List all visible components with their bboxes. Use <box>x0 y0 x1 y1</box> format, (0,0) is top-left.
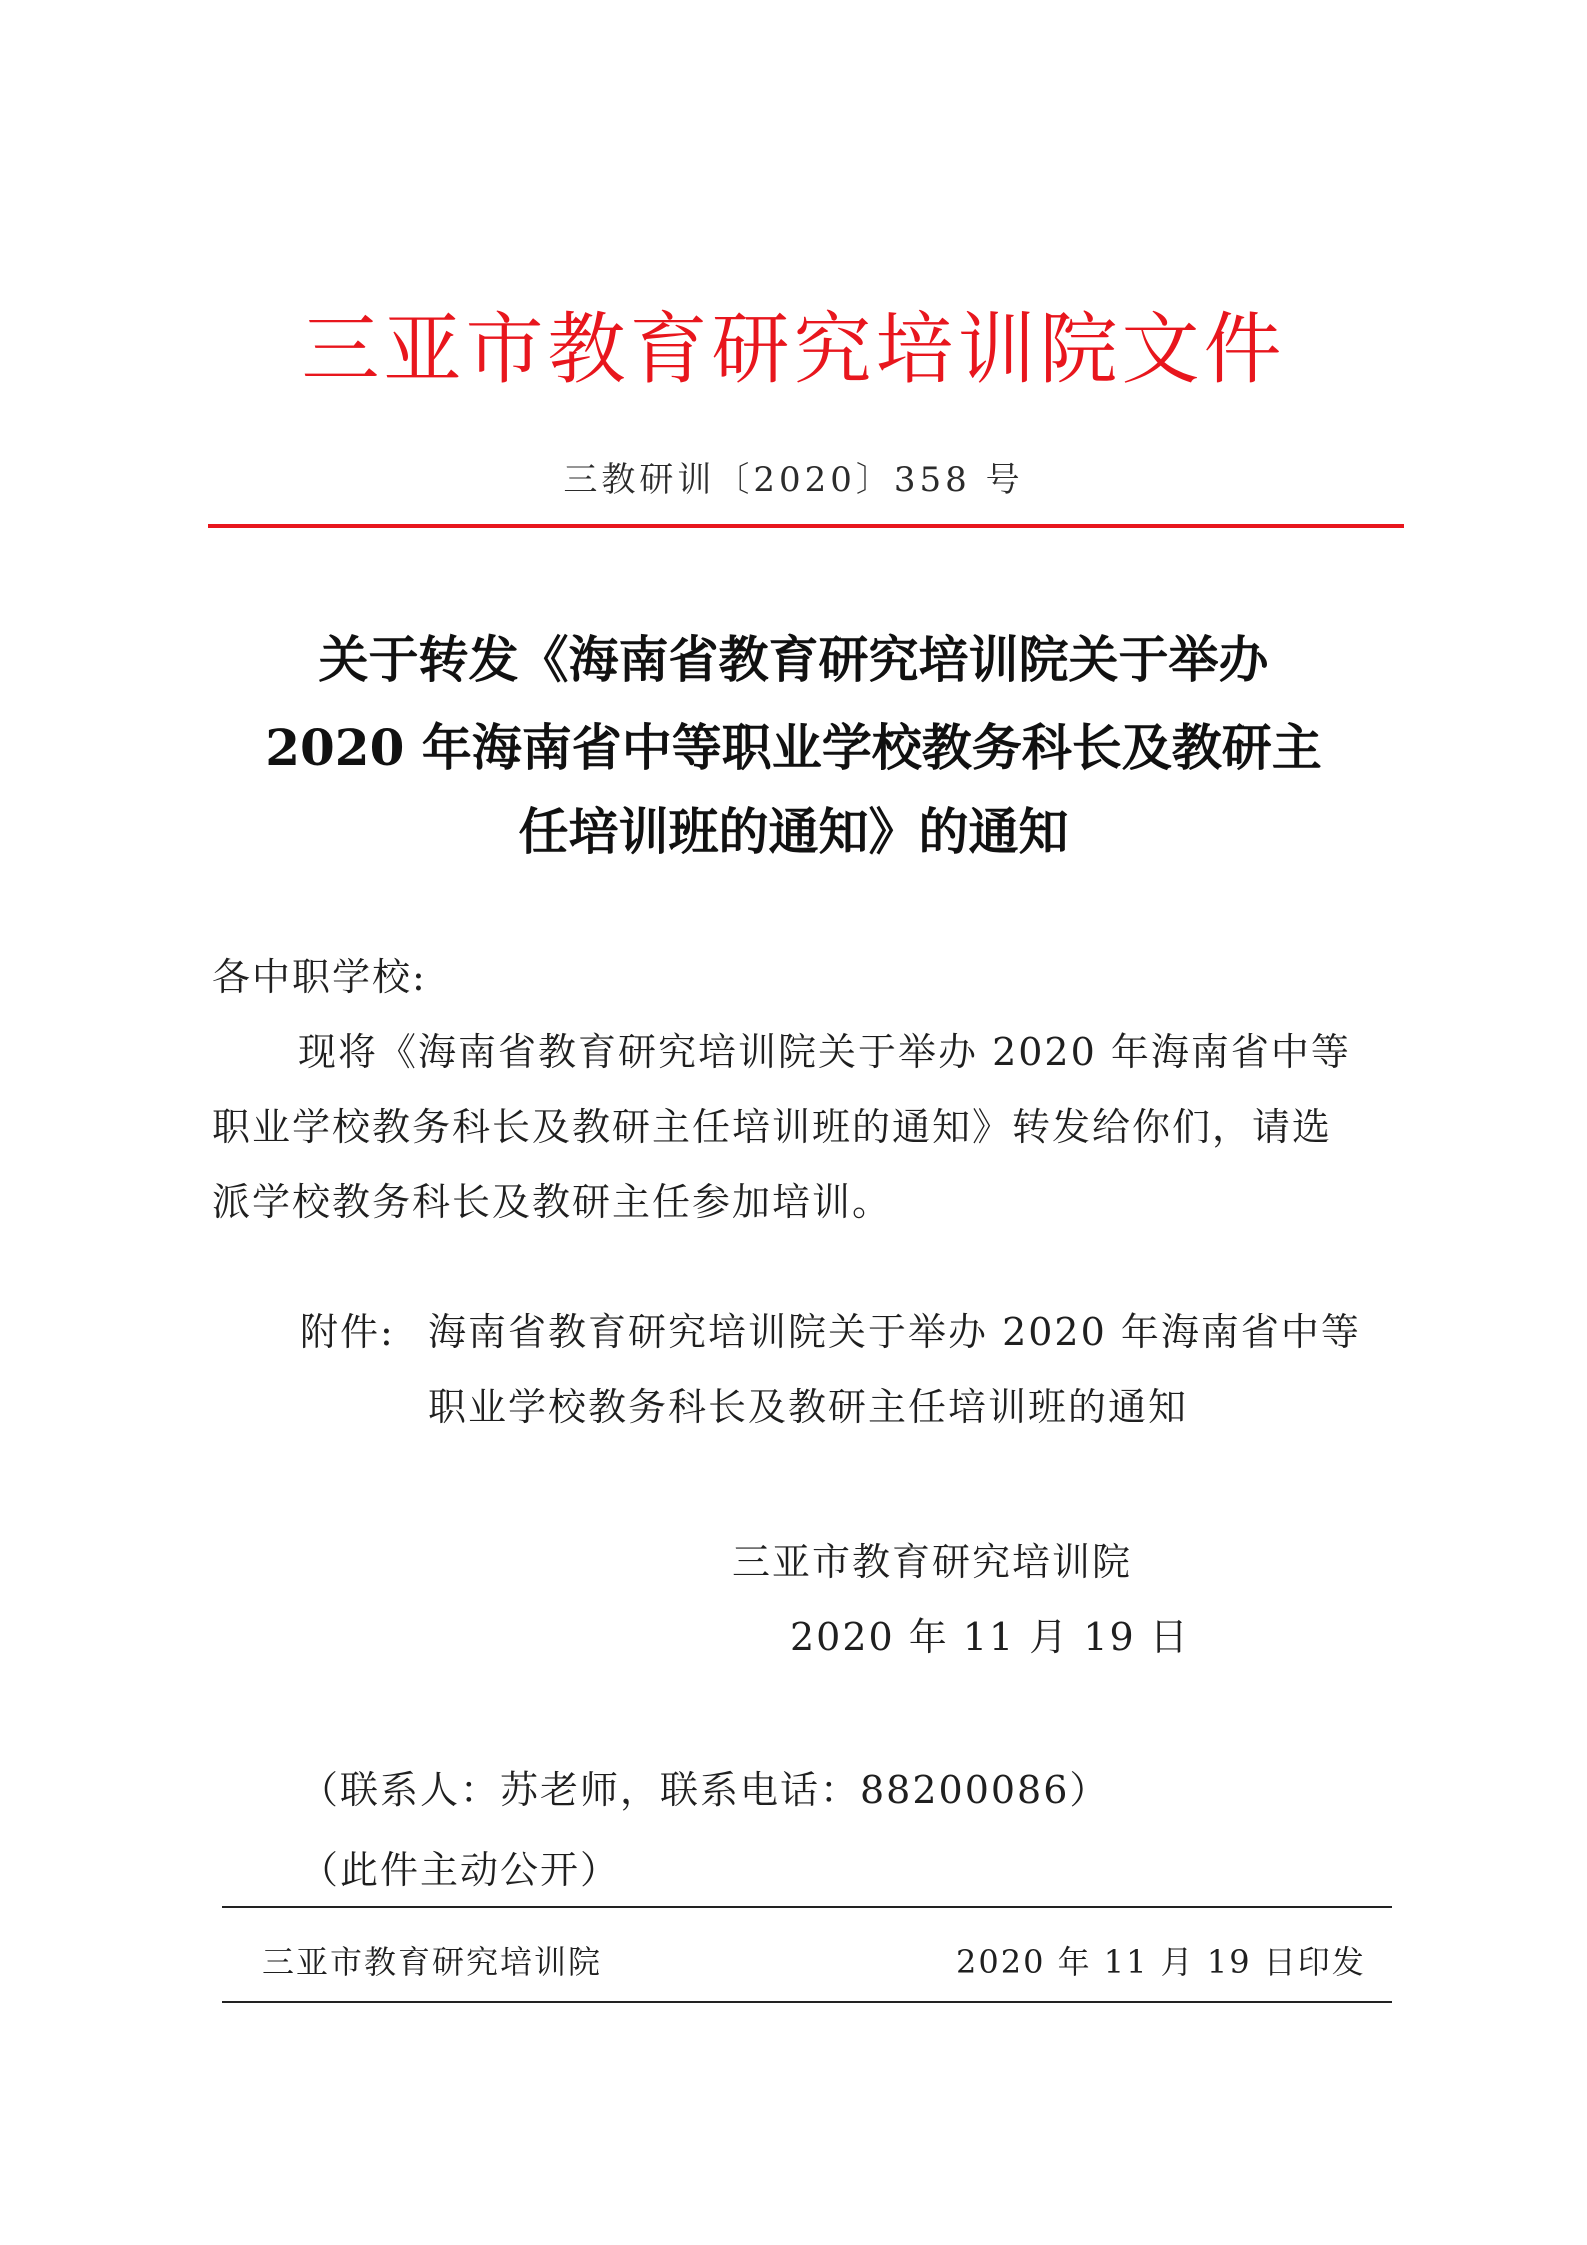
attachment-label: 附件: <box>300 1310 395 1354</box>
footer-top-rule <box>222 1906 1392 1908</box>
document-number: 三教研训〔2020〕358 号 <box>563 460 1024 500</box>
footer-issuer: 三亚市教育研究培训院 <box>262 1943 603 1981</box>
signature-date: 2020 年 11 月 19 日 <box>790 1615 1190 1659</box>
document-title-line-1: 关于转发《海南省教育研究培训院关于举办 <box>318 630 1269 689</box>
body-paragraph-line-2: 职业学校教务科长及教研主任培训班的通知》转发给你们，请选 <box>212 1105 1333 1149</box>
organization-header-title: 三亚市教育研究培训院文件 <box>301 305 1286 395</box>
signature-issuer: 三亚市教育研究培训院 <box>732 1540 1133 1584</box>
salutation: 各中职学校: <box>212 955 427 999</box>
contact-note: （联系人：苏老师，联系电话：88200086） <box>300 1768 1110 1812</box>
disclosure-note: （此件主动公开） <box>300 1848 621 1892</box>
document-title-line-2: 2020 年海南省中等职业学校教务科长及教研主 <box>265 718 1322 777</box>
header-red-divider <box>208 524 1404 528</box>
body-paragraph-line-3: 派学校教务科长及教研主任参加培训。 <box>212 1180 893 1224</box>
body-paragraph-line-1: 现将《海南省教育研究培训院关于举办 2020 年海南省中等 <box>298 1030 1351 1074</box>
document-title-line-3: 任培训班的通知》的通知 <box>518 802 1069 861</box>
attachment-line-1: 海南省教育研究培训院关于举办 2020 年海南省中等 <box>428 1310 1361 1354</box>
footer-bottom-rule <box>222 2001 1392 2003</box>
footer-issue-date: 2020 年 11 月 19 日印发 <box>956 1943 1366 1981</box>
attachment-line-2: 职业学校教务科长及教研主任培训班的通知 <box>428 1385 1189 1429</box>
